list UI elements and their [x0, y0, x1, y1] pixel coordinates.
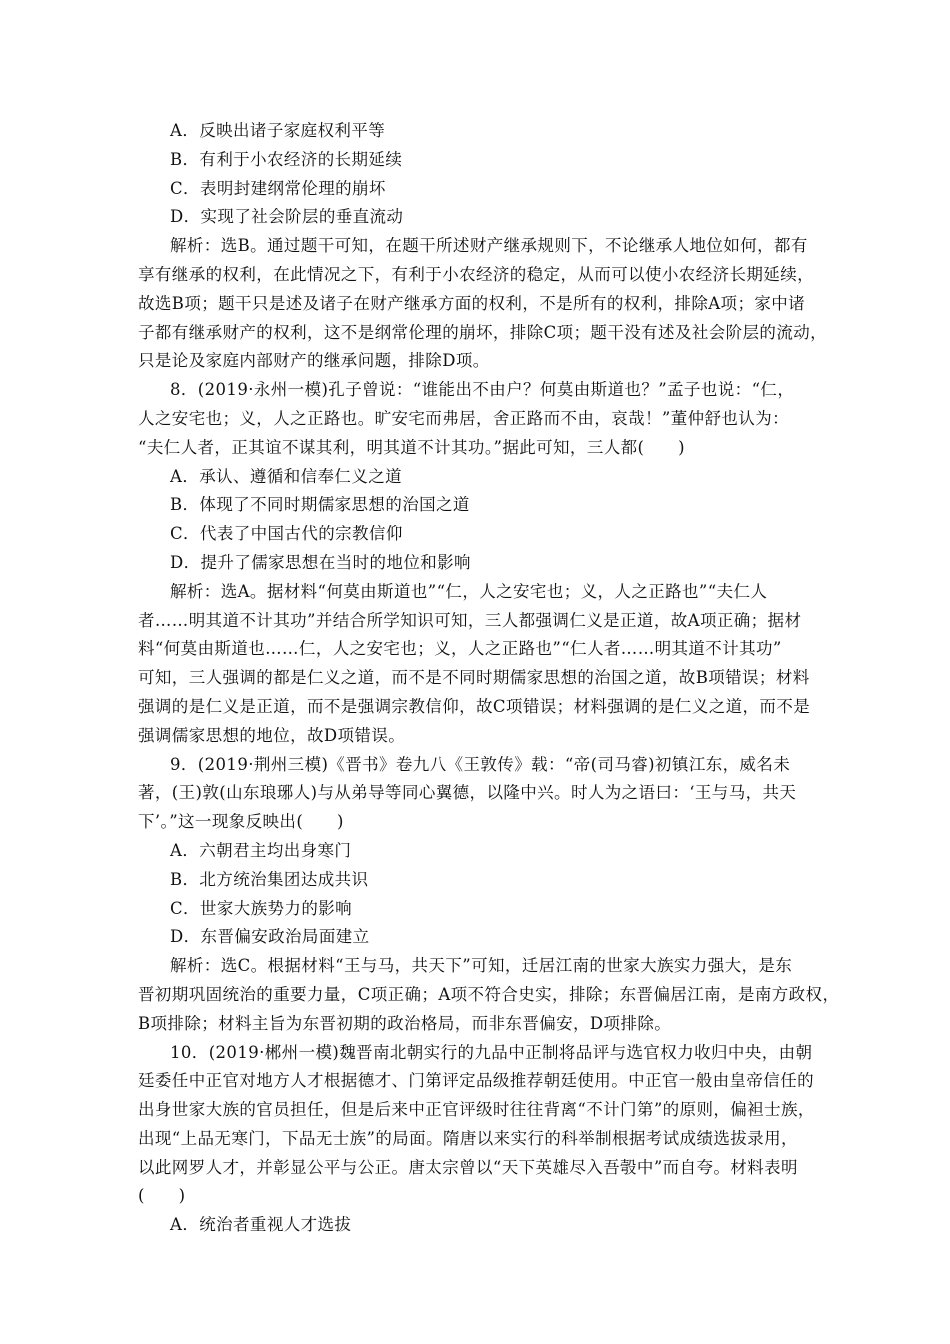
q9-option-d: D．东晋偏安政治局面建立 [170, 927, 370, 947]
q8-analysis-line: 可知，三人强调的都是仁义之道，而不是不同时期儒家思想的治国之道，故B项错误；材料 [138, 668, 810, 688]
q9-option-c: C．世家大族势力的影响 [170, 898, 353, 918]
q7-option-c: C．表明封建纲常伦理的崩坏 [170, 178, 386, 198]
q9-option-b: B．北方统治集团达成共识 [170, 869, 369, 889]
q7-analysis-line: 故选B项；题干只是述及诸子在财产继承方面的权利，不是所有的权利，排除A项；家中诸 [138, 293, 806, 313]
q8-analysis-line: 解析：选A。据材料“何莫由斯道也”“仁，人之安宅也；义，人之正路也”“夫仁人 [170, 581, 768, 601]
q8-option-a: A．承认、遵循和信奉仁义之道 [170, 466, 403, 486]
q10-stem-line: 出现“上品无寒门，下品无士族”的局面。隋唐以来实行的科举制根据考试成绩选拔录用， [138, 1128, 798, 1148]
q9-analysis-line: 解析：选C。根据材料“王与马，共天下”可知，迁居江南的世家大族实力强大，是东 [170, 956, 793, 976]
q10-stem-line: 以此网罗人才，并彰显公平与公正。唐太宗曾以“天下英雄尽入吾彀中”而自夸。材料表明 [138, 1157, 798, 1177]
q8-option-d: D．提升了儒家思想在当时的地位和影响 [170, 552, 471, 572]
q10-stem-line: ( ) [138, 1186, 186, 1206]
q8-option-b: B．体现了不同时期儒家思想的治国之道 [170, 495, 470, 515]
q8-analysis-line: 强调儒家思想的地位，故D项错误。 [138, 725, 406, 745]
q10-stem-line: 廷委任中正官对地方人才根据德才、门第评定品级推荐朝廷使用。中正官一般由皇帝信任的 [138, 1071, 814, 1091]
q9-analysis-line: B项排除；材料主旨为东晋初期的政治格局，而非东晋偏安，D项排除。 [138, 1013, 672, 1033]
q10-option-a: A．统治者重视人才选拔 [170, 1215, 352, 1235]
q7-analysis-line: 解析：选B。通过题干可知，在题干所述财产继承规则下，不论继承人地位如何，都有 [170, 236, 808, 256]
q7-analysis-line: 子都有继承财产的权利，这不是纲常伦理的崩坏，排除C项；题干没有述及社会阶层的流动， [138, 322, 828, 342]
q9-stem-line: 著，(王)敦(山东琅琊人)与从弟导等同心翼德，以隆中兴。时人为之语曰：‘王与马，共天 [138, 783, 797, 803]
q9-option-a: A．六朝君主均出身寒门 [170, 840, 352, 860]
q9-analysis-line: 晋初期巩固统治的重要力量，C项正确；A项不符合史实，排除；东晋偏居江南，是南方政权， [138, 984, 840, 1004]
q8-option-c: C．代表了中国古代的宗教信仰 [170, 524, 403, 544]
q7-option-b: B．有利于小农经济的长期延续 [170, 149, 403, 169]
q7-analysis-line: 只是论及家庭内部财产的继承问题，排除D项。 [138, 351, 490, 371]
page-content [138, 117, 840, 1240]
q8-stem-line: “夫仁人者，正其谊不谋其利，明其道不计其功。”据此可知，三人都( ) [138, 437, 685, 457]
q8-stem-line: 8．(2019·永州一模)孔子曾说：“谁能出不由户？何莫由斯道也？”孟子也说：“仁， [170, 380, 795, 400]
q8-analysis-line: 料“何莫由斯道也……仁，人之安宅也；义，人之正路也”“仁人者……明其道不计其功” [138, 639, 782, 659]
q10-stem-line: 10．(2019·郴州一模)魏晋南北朝实行的九品中正制将品评与选官权力收归中央，由朝 [170, 1042, 813, 1062]
q8-analysis-line: 者……明其道不计其功”并结合所学知识可知，三人都强调仁义是正道，故A项正确；据材 [138, 610, 802, 630]
q7-analysis-line: 享有继承的权利，在此情况之下，有利于小农经济的稳定，从而可以使小农经济长期延续， [138, 264, 814, 284]
q8-analysis-line: 强调的是仁义是正道，而不是强调宗教信仰，故C项错误；材料强调的是仁义之道，而不是 [138, 696, 811, 716]
q7-option-d: D．实现了社会阶层的垂直流动 [170, 207, 404, 227]
q7-option-a: A．反映出诸子家庭权利平等 [170, 121, 386, 140]
q9-stem-line: 9．(2019·荆州三模)《晋书》卷九八《王敦传》载：“帝(司马睿)初镇江东，威名未 [170, 754, 791, 774]
q9-stem-line: 下’。”这一现象反映出( ) [138, 812, 344, 832]
q10-stem-line: 出身世家大族的官员担任，但是后来中正官评级时往往背离“不计门第”的原则，偏袒士族， [138, 1100, 815, 1120]
q8-stem-line: 人之安宅也；义，人之正路也。旷安宅而弗居，舍正路而不由，哀哉！”董仲舒也认为： [138, 408, 790, 428]
